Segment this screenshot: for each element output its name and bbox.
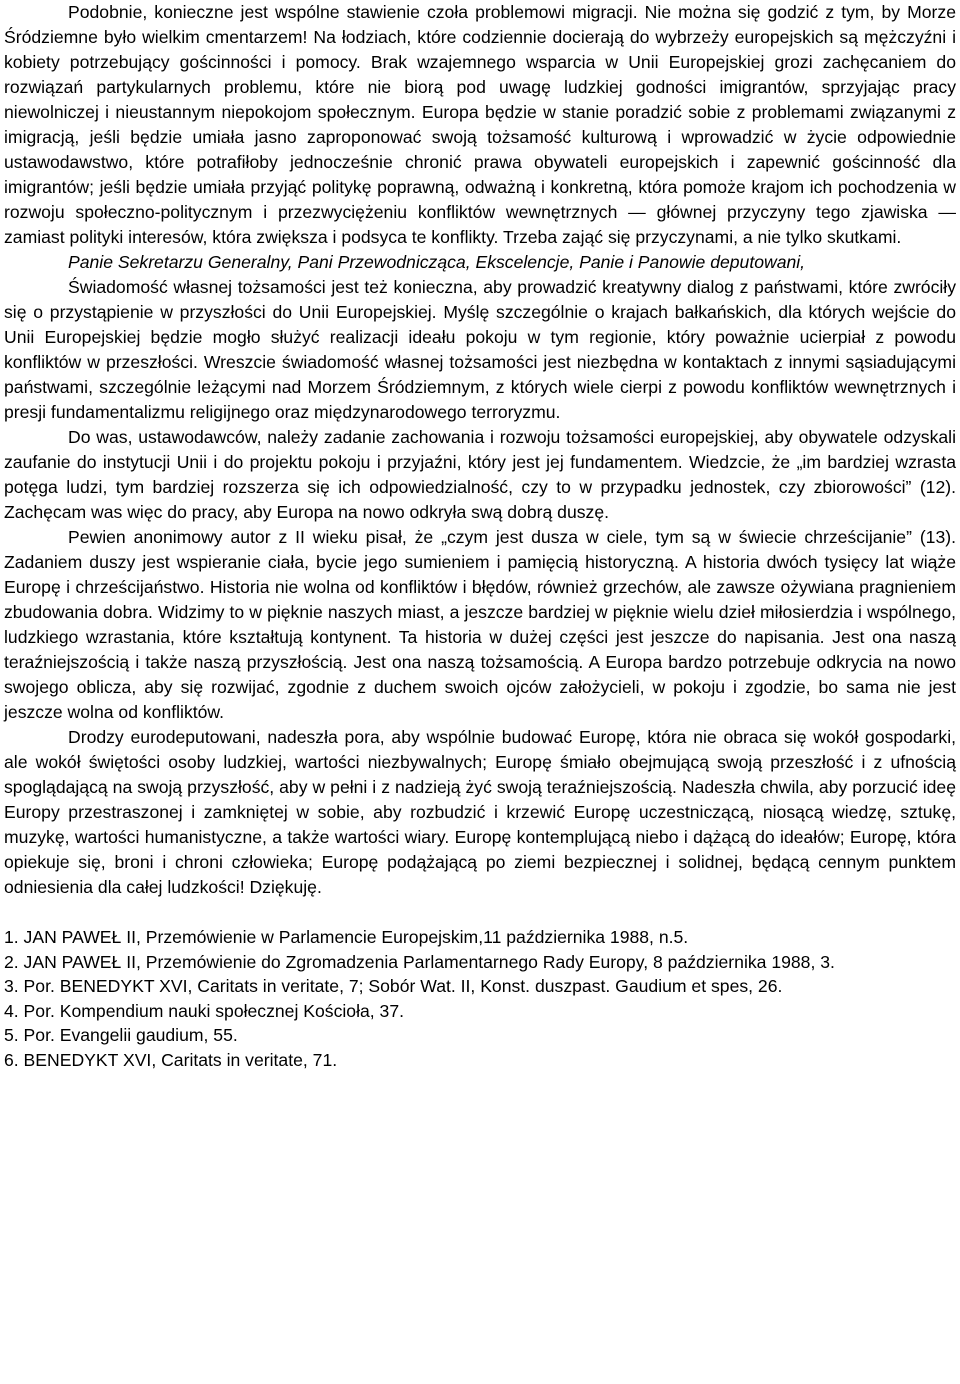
- document-body: [4, 0, 956, 900]
- paragraph-closing: Drodzy eurodeputowani, nadeszła pora, aby wspólnie budować Europę, która nie obraca się wokół gospodarki, ale wokół świętości osoby ludzkiej, wartości niezbywalnych; Europę śmiało obejmującą swoją przeszłość i z ufnością spoglądającą na swoją przyszłość, aby w pełni i z nadzieją żyć swoją teraźniejszością. Nadeszła chwila, aby porzucić ideę Europy przestraszonej i zamkniętej w sobie, aby rozbudzić i krzewić Europę uczestniczącą, niosącą wiedzę, sztukę, muzykę, wartości humanistyczne, a także wartości wiary. Europę kontemplującą niebo i dążącą do ideałów; Europę, która opiekuje się, broni i chroni człowieka; Europę podążającą po ziemi bezpiecznej i solidnej, będącą cennym punktem odniesienia dla całej ludzkości! Dziękuję.: [4, 727, 956, 897]
- footnote-3: 3. Por. BENEDYKT XVI, Caritats in veritate, 7; Sobór Wat. II, Konst. duszpast. Gaudium et spes, 26.: [4, 976, 783, 996]
- footnote-1: 1. JAN PAWEŁ II, Przemówienie w Parlamencie Europejskim,11 października 1988, n.5.: [4, 927, 689, 947]
- footnotes: [4, 925, 956, 1072]
- footnote-2: 2. JAN PAWEŁ II, Przemówienie do Zgromadzenia Parlamentarnego Rady Europy, 8 października 1988, 3.: [4, 951, 835, 972]
- paragraph-migration: Podobnie, konieczne jest wspólne stawienie czoła problemowi migracji. Nie można się godzić z tym, by Morze Śródziemne było wielkim cmentarzem! Na łodziach, które codziennie docierają do wybrzeży europejskich są mężczyźni i kobiety potrzebujący gościnności i pomocy. Brak wzajemnego wsparcia w Unii Europejskiej grozi zachęcaniem do rozwiązań partykularnych problemu, które nie biorą pod uwagę ludzkiej godności imigrantów, sprzyjając pracy niewolniczej i nieustannym niepokojom społecznym. Europa będzie w stanie poradzić sobie z problemami związanymi z imigracją, jeśli będzie umiała jasno zaproponować swoją tożsamość kulturową i wprowadzić w życie odpowiednie ustawodawstwo, które potrafiłoby jednocześnie chronić prawa obywateli europejskich i zapewnić gościnność dla imigrantów; jeśli będzie umiała przyjąć politykę poprawną, odważną i konkretną, która pomoże krajom ich pochodzenia w rozwoju społeczno-politycznym i przezwyciężeniu konfliktów wewnętrznych — głównej przyczyny tego zjawiska — zamiast polityki interesów, która zwiększa i podsyca te konflikty. Trzeba zająć się przyczynami, a nie tylko skutkami.: [4, 2, 956, 247]
- footnote-6: 6. BENEDYKT XVI, Caritats in veritate, 71.: [4, 1049, 338, 1070]
- footnote-5: 5. Por. Evangelii gaudium, 55.: [4, 1025, 238, 1045]
- paragraph-salutation: Panie Sekretarzu Generalny, Pani Przewodnicząca, Ekscelencje, Panie i Panowie deputowani,: [68, 252, 806, 272]
- paragraph-legislators: Do was, ustawodawców, należy zadanie zachowania i rozwoju tożsamości europejskiej, aby obywatele odzyskali zaufanie do instytucji Unii i do projektu pokoju i przyjaźni, który jest jej fundamentem. Wiedzcie, że „im bardziej wzrasta potęga ludzi, tym bardziej rozszerza się ich odpowiedzialność, czy to w przypadku jednostek, czy zbiorowości” (12). Zachęcam was więc do pracy, aby Europa na nowo odkryła swą dobrą duszę.: [4, 427, 956, 522]
- footnote-4: 4. Por. Kompendium nauki społecznej Kościoła, 37.: [4, 1000, 404, 1021]
- paragraph-soul-of-europe: Pewien anonimowy autor z II wieku pisał, że „czym jest dusza w ciele, tym są w świecie chrześcijanie” (13). Zadaniem duszy jest wspieranie ciała, bycie jego sumieniem i pamięcią historyczną. A historia dwóch tysięcy lat wiąże Europę i chrześcijaństwo. Historia nie wolna od konfliktów i błędów, również grzechów, ale zawsze ożywiana pragnieniem zbudowania dobra. Widzimy to w pięknie naszych miast, a jeszcze bardziej w pięknie wielu dzieł miłosierdzia i wspólnego, ludzkiego wzrastania, które kształtują kontynent. Ta historia w dużej części jest jeszcze do napisania. Jest ona naszą teraźniejszością i także naszą przyszłością. Jest ona naszą tożsamością. A Europa bardzo potrzebuje odkrycia na nowo swojego oblicza, aby się rozwijać, zgodnie z duchem swoich ojców założycieli, w pokoju i zgodzie, bo sama nie jest jeszcze wolna od konfliktów.: [4, 527, 956, 722]
- paragraph-identity: Świadomość własnej tożsamości jest też konieczna, aby prowadzić kreatywny dialog z państwami, które zwróciły się o przystąpienie w przyszłości do Unii Europejskiej. Myślę szczególnie o krajach bałkańskich, dla których wejście do Unii Europejskiej będzie mogło służyć realizacji ideału pokoju w tym regionie, który poważnie ucierpiał z powodu konfliktów w przeszłości. Wreszcie świadomość własnej tożsamości jest niezbędna w kontaktach z innymi sąsiadującymi państwami, szczególnie leżącymi nad Morzem Śródziemnym, z których wiele cierpi z powodu konfliktów wewnętrznych i presji fundamentalizmu religijnego oraz międzynarodowego terroryzmu.: [4, 277, 956, 422]
